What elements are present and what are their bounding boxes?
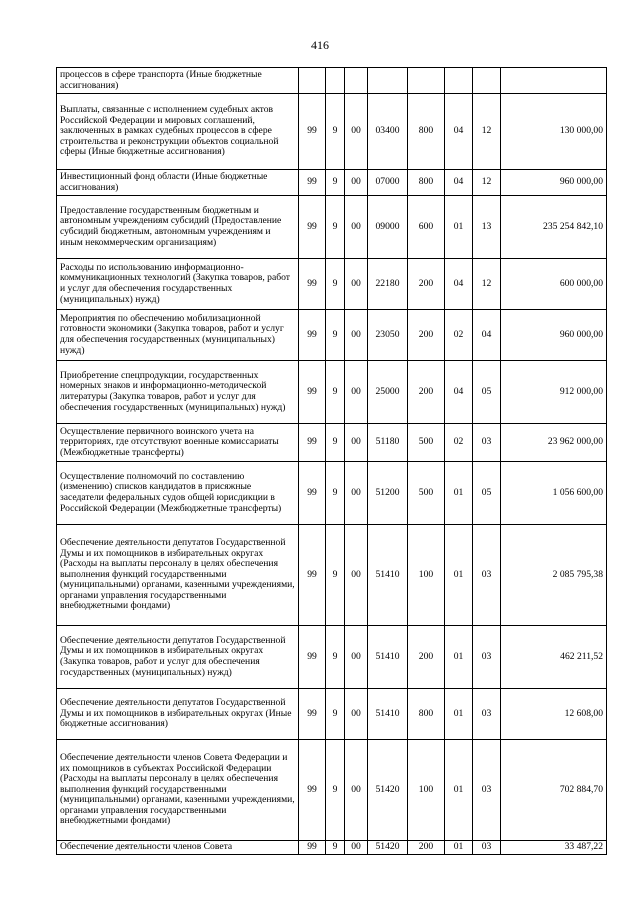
main-event-code-cell: 00 xyxy=(345,259,368,310)
expense-description-cell: Предоставление государственным бюджетным и автономным учреждениям субсидий (Предоставление субсидий бюджетным, автономным учреждениям и иным некоммерческим организациям) xyxy=(57,196,299,259)
section-code-cell: 04 xyxy=(445,170,473,196)
expense-description-cell: Инвестиционный фонд области (Иные бюджетные ассигнования) xyxy=(57,170,299,196)
program-code-cell: 99 xyxy=(299,361,326,424)
program-code-cell: 99 xyxy=(299,525,326,626)
expense-description-cell: Осуществление первичного воинского учета на территориях, где отсутствуют военные комиссариаты (Межбюджетные трансферты) xyxy=(57,424,299,462)
subprogram-code-cell: 9 xyxy=(326,841,345,855)
direction-code-cell: 03400 xyxy=(368,94,408,170)
expense-type-code-cell: 800 xyxy=(408,94,445,170)
subprogram-code-cell xyxy=(326,68,345,94)
table-row xyxy=(57,196,607,259)
direction-code-cell xyxy=(368,68,408,94)
expense-description-cell: Приобретение спецпродукции, государственных номерных знаков и информационно-методической литературы (Закупка товаров, работ и услуг для обеспечения государственных (муниципальных) нужд) xyxy=(57,361,299,424)
main-event-code-cell: 00 xyxy=(345,740,368,841)
section-code-cell: 01 xyxy=(445,689,473,740)
table-row xyxy=(57,170,607,196)
section-code-cell: 01 xyxy=(445,740,473,841)
subprogram-code-cell: 9 xyxy=(326,525,345,626)
expense-description-cell: Обеспечение деятельности членов Совета xyxy=(57,841,299,855)
table-row xyxy=(57,689,607,740)
table-body xyxy=(57,68,607,855)
section-code-cell: 01 xyxy=(445,196,473,259)
amount-cell: 1 056 600,00 xyxy=(501,462,607,525)
main-event-code-cell: 00 xyxy=(345,361,368,424)
section-code-cell: 02 xyxy=(445,310,473,361)
amount-cell: 462 211,52 xyxy=(501,626,607,689)
main-event-code-cell: 00 xyxy=(345,462,368,525)
subsection-code-cell: 04 xyxy=(473,310,501,361)
expense-description-cell: Обеспечение деятельности членов Совета Федерации и их помощников в субъектах Российской Федерации (Расходы на выплаты персоналу в целях обеспечения выполнения функций государственными (муниципальными) органами, казенными учреждениями, органами управления государственными внебюджетными фондами) xyxy=(57,740,299,841)
expense-description-cell: Осуществление полномочий по составлению (изменению) списков кандидатов в присяжные заседатели федеральных судов общей юрисдикции в Российской Федерации (Межбюджетные трансферты) xyxy=(57,462,299,525)
subsection-code-cell xyxy=(473,68,501,94)
section-code-cell: 04 xyxy=(445,361,473,424)
expense-type-code-cell: 500 xyxy=(408,462,445,525)
amount-cell: 23 962 000,00 xyxy=(501,424,607,462)
subsection-code-cell: 12 xyxy=(473,259,501,310)
direction-code-cell: 25000 xyxy=(368,361,408,424)
main-event-code-cell: 00 xyxy=(345,525,368,626)
subprogram-code-cell: 9 xyxy=(326,259,345,310)
table-row xyxy=(57,525,607,626)
direction-code-cell: 51200 xyxy=(368,462,408,525)
amount-cell: 600 000,00 xyxy=(501,259,607,310)
page-number: 416 xyxy=(311,38,329,52)
expense-type-code-cell: 200 xyxy=(408,626,445,689)
amount-cell: 960 000,00 xyxy=(501,310,607,361)
direction-code-cell: 51180 xyxy=(368,424,408,462)
expense-type-code-cell: 200 xyxy=(408,259,445,310)
amount-cell: 2 085 795,38 xyxy=(501,525,607,626)
main-event-code-cell: 00 xyxy=(345,310,368,361)
subsection-code-cell: 13 xyxy=(473,196,501,259)
amount-cell: 702 884,70 xyxy=(501,740,607,841)
expense-description-cell: Мероприятия по обеспечению мобилизационной готовности экономики (Закупка товаров, работ и услуг для обеспечения государственных (муниципальных) нужд) xyxy=(57,310,299,361)
table-row xyxy=(57,361,607,424)
program-code-cell: 99 xyxy=(299,462,326,525)
direction-code-cell: 51410 xyxy=(368,626,408,689)
direction-code-cell: 51420 xyxy=(368,841,408,855)
expense-type-code-cell: 200 xyxy=(408,361,445,424)
expense-type-code-cell: 100 xyxy=(408,525,445,626)
subsection-code-cell: 03 xyxy=(473,626,501,689)
subprogram-code-cell: 9 xyxy=(326,424,345,462)
table-row xyxy=(57,841,607,855)
section-code-cell: 04 xyxy=(445,259,473,310)
section-code-cell: 04 xyxy=(445,94,473,170)
subprogram-code-cell: 9 xyxy=(326,361,345,424)
expense-type-code-cell xyxy=(408,68,445,94)
expense-description-cell: процессов в сфере транспорта (Иные бюджетные ассигнования) xyxy=(57,68,299,94)
subsection-code-cell: 03 xyxy=(473,740,501,841)
amount-cell: 235 254 842,10 xyxy=(501,196,607,259)
program-code-cell: 99 xyxy=(299,424,326,462)
expense-type-code-cell: 800 xyxy=(408,170,445,196)
table-row xyxy=(57,94,607,170)
direction-code-cell: 51420 xyxy=(368,740,408,841)
expense-type-code-cell: 200 xyxy=(408,841,445,855)
main-event-code-cell: 00 xyxy=(345,689,368,740)
expense-type-code-cell: 800 xyxy=(408,689,445,740)
section-code-cell: 01 xyxy=(445,462,473,525)
program-code-cell: 99 xyxy=(299,94,326,170)
main-event-code-cell: 00 xyxy=(345,94,368,170)
program-code-cell: 99 xyxy=(299,841,326,855)
subsection-code-cell: 05 xyxy=(473,462,501,525)
expense-type-code-cell: 100 xyxy=(408,740,445,841)
budget-table xyxy=(56,67,607,855)
main-event-code-cell: 00 xyxy=(345,841,368,855)
section-code-cell: 01 xyxy=(445,525,473,626)
amount-cell: 33 487,22 xyxy=(501,841,607,855)
subprogram-code-cell: 9 xyxy=(326,626,345,689)
table-row xyxy=(57,424,607,462)
subprogram-code-cell: 9 xyxy=(326,462,345,525)
subprogram-code-cell: 9 xyxy=(326,689,345,740)
table-row xyxy=(57,259,607,310)
amount-cell: 912 000,00 xyxy=(501,361,607,424)
program-code-cell: 99 xyxy=(299,170,326,196)
expense-description-cell: Обеспечение деятельности депутатов Государственной Думы и их помощников в избирательных округах (Иные бюджетные ассигнования) xyxy=(57,689,299,740)
expense-description-cell: Расходы по использованию информационно-коммуникационных технологий (Закупка товаров, работ и услуг для обеспечения государственных (муниципальных) нужд) xyxy=(57,259,299,310)
section-code-cell: 02 xyxy=(445,424,473,462)
table-row xyxy=(57,68,607,94)
table-row xyxy=(57,740,607,841)
amount-cell: 130 000,00 xyxy=(501,94,607,170)
amount-cell: 12 608,00 xyxy=(501,689,607,740)
subprogram-code-cell: 9 xyxy=(326,740,345,841)
expense-description-cell: Выплаты, связанные с исполнением судебных актов Российской Федерации и мировых соглашений, заключенных в рамках судебных процессов в сфере строительства и реконструкции объектов социальной сферы (Иные бюджетные ассигнования) xyxy=(57,94,299,170)
main-event-code-cell: 00 xyxy=(345,170,368,196)
subsection-code-cell: 12 xyxy=(473,94,501,170)
table-row xyxy=(57,310,607,361)
subsection-code-cell: 03 xyxy=(473,689,501,740)
direction-code-cell: 09000 xyxy=(368,196,408,259)
amount-cell: 960 000,00 xyxy=(501,170,607,196)
section-code-cell xyxy=(445,68,473,94)
program-code-cell: 99 xyxy=(299,259,326,310)
expense-type-code-cell: 600 xyxy=(408,196,445,259)
subprogram-code-cell: 9 xyxy=(326,170,345,196)
subsection-code-cell: 12 xyxy=(473,170,501,196)
program-code-cell: 99 xyxy=(299,310,326,361)
direction-code-cell: 23050 xyxy=(368,310,408,361)
expense-description-cell: Обеспечение деятельности депутатов Государственной Думы и их помощников в избирательных округах (Расходы на выплаты персоналу в целях обеспечения выполнения функций государственными (муниципальными) органами, казенными учреждениями, органами управления государственными внебюджетными фондами) xyxy=(57,525,299,626)
subprogram-code-cell: 9 xyxy=(326,196,345,259)
subsection-code-cell: 05 xyxy=(473,361,501,424)
table-row xyxy=(57,462,607,525)
main-event-code-cell: 00 xyxy=(345,626,368,689)
program-code-cell: 99 xyxy=(299,626,326,689)
subsection-code-cell: 03 xyxy=(473,525,501,626)
program-code-cell: 99 xyxy=(299,196,326,259)
direction-code-cell: 51410 xyxy=(368,689,408,740)
expense-type-code-cell: 200 xyxy=(408,310,445,361)
section-code-cell: 01 xyxy=(445,841,473,855)
subsection-code-cell: 03 xyxy=(473,424,501,462)
direction-code-cell: 51410 xyxy=(368,525,408,626)
direction-code-cell: 22180 xyxy=(368,259,408,310)
table-row xyxy=(57,626,607,689)
program-code-cell xyxy=(299,68,326,94)
subsection-code-cell: 03 xyxy=(473,841,501,855)
expense-type-code-cell: 500 xyxy=(408,424,445,462)
main-event-code-cell: 00 xyxy=(345,196,368,259)
section-code-cell: 01 xyxy=(445,626,473,689)
expense-description-cell: Обеспечение деятельности депутатов Государственной Думы и их помощников в избирательных округах (Закупка товаров, работ и услуг для обеспечения государственных (муниципальных) нужд) xyxy=(57,626,299,689)
main-event-code-cell: 00 xyxy=(345,424,368,462)
subprogram-code-cell: 9 xyxy=(326,310,345,361)
direction-code-cell: 07000 xyxy=(368,170,408,196)
subprogram-code-cell: 9 xyxy=(326,94,345,170)
amount-cell xyxy=(501,68,607,94)
main-event-code-cell xyxy=(345,68,368,94)
program-code-cell: 99 xyxy=(299,740,326,841)
program-code-cell: 99 xyxy=(299,689,326,740)
